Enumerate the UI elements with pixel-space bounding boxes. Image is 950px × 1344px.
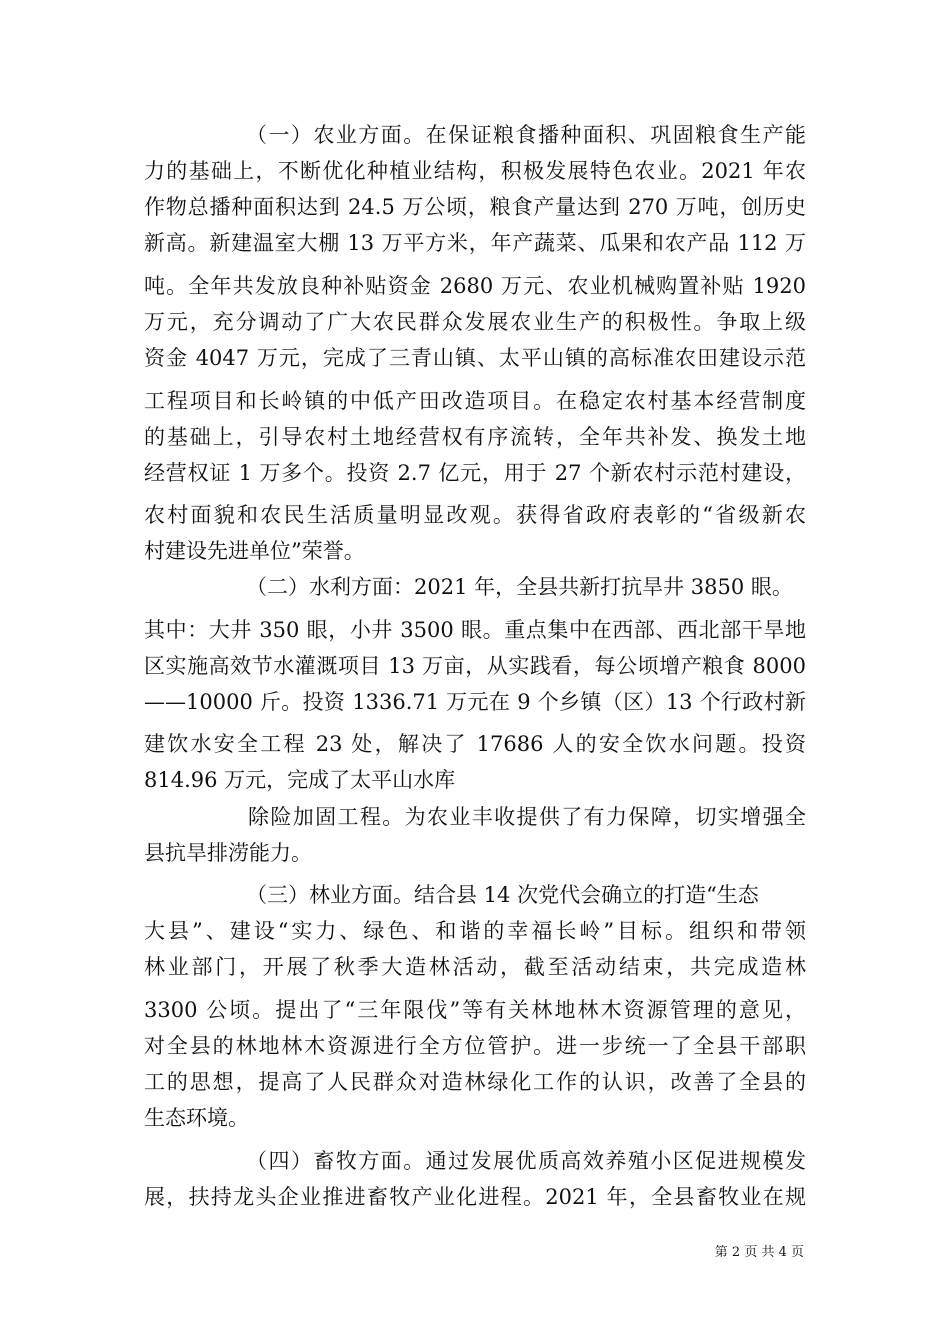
para4-line2: 大县”、建设“实力、绿色、和谐的幸福长岭”目标。组织和带领 — [144, 919, 806, 943]
para1-line7: 资金 4047 万元，完成了三青山镇、太平山镇的高标准农田建设示范 — [144, 346, 806, 370]
para3-line1: 除险加固工程。为农业丰收提供了有力保障，切实增强全 — [248, 805, 806, 829]
para1-line10: 经营权证 1 万多个。投资 2.7 亿元，用于 27 个新农村示范村建设， — [144, 461, 806, 485]
para5-line2: 展，扶持龙头企业推进畜牧产业化进程。2021 年，全县畜牧业在规 — [144, 1185, 806, 1209]
para2-line1: （二）水利方面：2021 年，全县共新打抗旱井 3850 眼。 — [246, 575, 793, 599]
para1-line9: 的基础上，引导农村土地经营权有序流转，全年共补发、换发土地 — [144, 425, 806, 449]
para2-line2: 其中：大井 350 眼，小井 3500 眼。重点集中在西部、西北部干旱地 — [144, 618, 806, 642]
para2-line4: ——10000 斤。投资 1336.71 万元在 9 个乡镇（区）13 个行政村新 — [144, 690, 806, 714]
para1-line12: 村建设先进单位”荣誉。 — [144, 539, 365, 563]
para1-line6: 万元，充分调动了广大农民群众发展农业生产的积极性。争取上级 — [144, 310, 806, 334]
para1-line5: 吨。全年共发放良种补贴资金 2680 万元、农业机械购置补贴 1920 — [144, 274, 806, 298]
para1-line8: 工程项目和长岭镇的中低产田改造项目。在稳定农村基本经营制度 — [144, 389, 806, 413]
para4-line7: 生态环境。 — [144, 1106, 249, 1130]
para4-line3: 林业部门，开展了秋季大造林活动，截至活动结束，共完成造林 — [144, 955, 806, 979]
para4-line1: （三）林业方面。结合县 14 次党代会确立的打造“生态 — [246, 883, 759, 907]
para3-line2: 县抗旱排涝能力。 — [144, 841, 312, 865]
para2-line3: 区实施高效节水灌溉项目 13 万亩，从实践看，每公顷增产粮食 8000 — [144, 654, 806, 678]
para4-line6: 工的思想，提高了人民群众对造林绿化工作的认识，改善了全县的 — [144, 1070, 806, 1094]
para1-line4: 新高。新建温室大棚 13 万平方米，年产蔬菜、瓜果和农产品 112 万 — [144, 231, 806, 255]
para4-line4: 3300 公顷。提出了“三年限伐”等有关林地林木资源管理的意见， — [144, 998, 806, 1022]
page-number-footer: 第 2 页 共 4 页 — [714, 1245, 804, 1260]
para2-line5: 建饮水安全工程 23 处，解决了 17686 人的安全饮水问题。投资 — [144, 732, 806, 756]
para4-line5: 对全县的林地林木资源进行全方位管护。进一步统一了全县干部职 — [144, 1034, 806, 1058]
para5-line1: （四）畜牧方面。通过发展优质高效养殖小区促进规模发 — [246, 1149, 806, 1173]
para1-line1: （一）农业方面。在保证粮食播种面积、巩固粮食生产能 — [246, 123, 806, 147]
para1-line3: 作物总播种面积达到 24.5 万公顷，粮食产量达到 270 万吨，创历史 — [144, 195, 806, 219]
para1-line11: 农村面貌和农民生活质量明显改观。获得省政府表彰的“省级新农 — [144, 503, 806, 527]
para2-line6: 814.96 万元，完成了太平山水库 — [144, 768, 456, 792]
para1-line2: 力的基础上，不断优化种植业结构，积极发展特色农业。2021 年农 — [144, 159, 806, 183]
